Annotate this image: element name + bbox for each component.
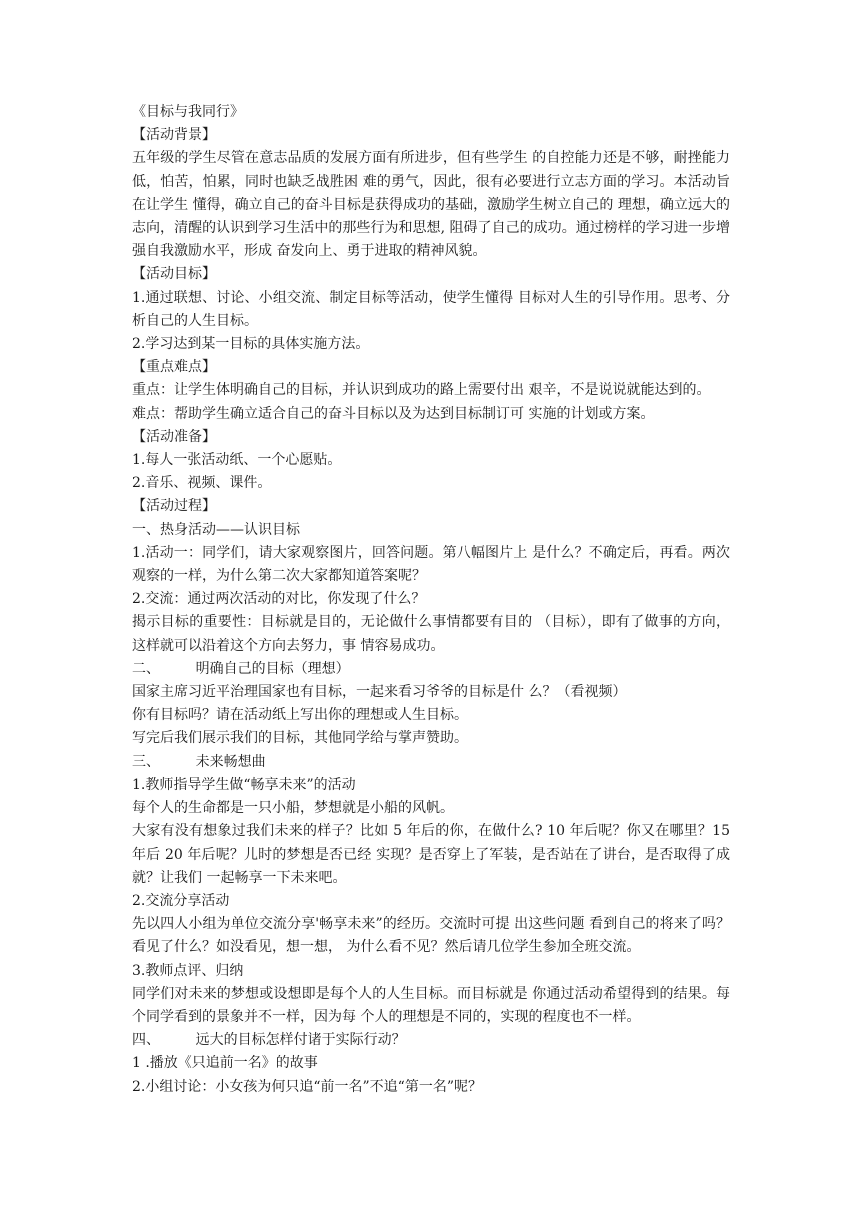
paragraph: 国家主席习近平治理国家也有目标，一起来看习爷爷的目标是什 么？（看视频） [132, 684, 627, 701]
paragraph: 3.教师点评、归纳 [132, 962, 244, 979]
document-title: 《目标与我同行》 [132, 104, 244, 120]
section-heading: 【活动准备】 [132, 428, 216, 445]
paragraph: 2.交流：通过两次活动的对比，你发现了什么？ [132, 591, 426, 608]
paragraph: 揭示目标的重要性：目标就是目的，无论做什么事情都要有目的 （目标），即有了做事的方向，这样就可以沿着这个方向去努力，事 情容易成功。 [132, 614, 730, 654]
paragraph: 1 .播放《只追前一名》的故事 [132, 1055, 318, 1072]
section-preparation [132, 426, 730, 496]
paragraph: 同学们对未来的梦想或设想即是每个人的人生目标。而目标就是 你通过活动希望得到的结果。每个同学看到的景象并不一样，因为每 个人的理想是不同的，实现的程度也不一样。 [132, 985, 730, 1025]
paragraph: 重点：让学生体明确自己的目标，并认识到成功的路上需要付出 艰辛，不是说说就能达到的。 [132, 382, 711, 399]
paragraph: 先以四人小组为单位交流分享'畅享未来”的经历。交流时可提 出这些问题 看到自己的将来了吗？看见了什么？如没看见，想一想， 为什么看不见？然后请几位学生参加全班交流。 [132, 916, 730, 956]
paragraph: 2.学习达到某一目标的具体实施方法。 [132, 336, 370, 353]
section-goals [132, 263, 730, 356]
paragraph: 2.音乐、视频、课件。 [132, 475, 272, 492]
paragraph: 难点：帮助学生确立适合自己的奋斗目标以及为达到目标制订可 实施的计划或方案。 [132, 405, 655, 422]
paragraph: 1.每人一张活动纸、一个心愿贴。 [132, 452, 342, 469]
section-background [132, 124, 730, 263]
section-heading: 【活动目标】 [132, 266, 216, 283]
section-heading: 【活动过程】 [132, 498, 216, 515]
document-page [132, 101, 730, 1099]
paragraph: 2.交流分享活动 [132, 892, 230, 909]
paragraph: 1.通过联想、讨论、小组交流、制定目标等活动，使学生懂得 目标对人生的引导作用。思考、分析自己的人生目标。 [132, 289, 730, 329]
paragraph: 2.小组讨论：小女孩为何只追“前一名”不追“第一名”呢？ [132, 1078, 482, 1095]
section-heading: 【活动背景】 [132, 127, 216, 144]
subheading-future: 三、 未来畅想曲 [132, 753, 266, 770]
paragraph: 1.教师指导学生做“畅享未来”的活动 [132, 776, 356, 793]
subheading-own-goal: 二、 明确自己的目标（理想） [132, 660, 350, 677]
section-key-points [132, 356, 730, 426]
paragraph: 五年级的学生尽管在意志品质的发展方面有所进步，但有些学生 的自控能力还是不够，耐挫能力低，怕苦，怕累，同时也缺乏战胜困 难的勇气，因此，很有必要进行立志方面的学习。本活动旨在让学生 懂得，确立自己的奋斗目标是获得成功的基础，激励学生树立自己的 理想，确立远大的志向，清醒的认识到学习生活中的那些行为和思想, 阻碍了自己的成功。通过榜样的学习进一步增强自我激励水平，形成 奋发向上、勇于进取的精神风貌。 [132, 150, 730, 260]
paragraph: 你有目标吗？请在活动纸上写出你的理想或人生目标。 [132, 707, 468, 724]
subheading-action: 四、 远大的目标怎样付诸于实际行动？ [132, 1032, 406, 1049]
paragraph: 写完后我们展示我们的目标，其他同学给与掌声赞助。 [132, 730, 468, 747]
subheading-warmup: 一、热身活动——认识目标 [132, 521, 300, 538]
section-heading: 【重点难点】 [132, 359, 216, 376]
paragraph: 大家有没有想象过我们未来的样子？比如 5 年后的你，在做什么? 10 年后呢？你又在哪里？15 年后 20 年后呢？儿时的梦想是否已经 实现？是否穿上了军装，是否站在了讲台，是否取得了成就？让我们 一起畅享一下未来吧。 [132, 823, 730, 886]
paragraph: 每个人的生命都是一只小船，梦想就是小船的风帆。 [132, 800, 454, 817]
section-process [132, 495, 730, 1098]
paragraph: 1.活动一：同学们，请大家观察图片，回答问题。第八幅图片上 是什么？不确定后，再看。两次观察的一样，为什么第二次大家都知道答案呢？ [132, 544, 730, 585]
